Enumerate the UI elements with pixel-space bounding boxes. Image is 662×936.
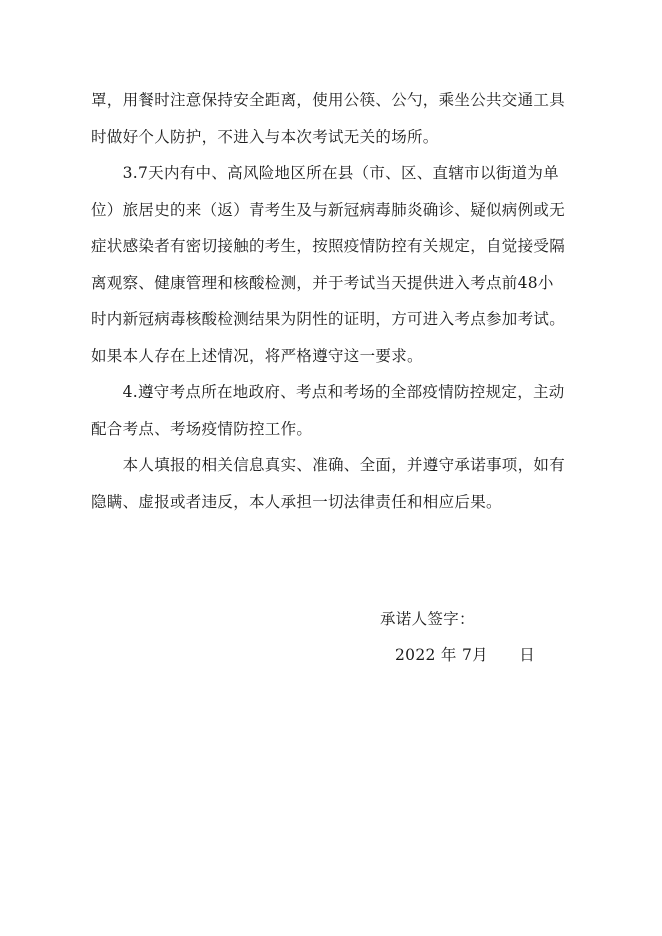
text-line: 如果本人存在上述情况，将严格遵守这一要求。 [91, 346, 423, 365]
signature-block [380, 601, 535, 673]
text-line: 3.7天内有中、高风险地区所在县（市、区、直辖市以街道为单 [91, 164, 559, 182]
document-body [91, 82, 571, 520]
date-month-unit: 月 [472, 646, 488, 664]
text-line: 时内新冠病毒核酸检测结果为阴性的证明，方可进入考点参加考试。 [91, 310, 566, 328]
text-line: 隐瞒、虚报或者违反，本人承担一切法律责任和相应后果。 [91, 492, 502, 511]
text-line: 症状感染者有密切接触的考生，按照疫情防控有关规定，自觉接受隔 [91, 237, 566, 255]
signature-date [380, 637, 535, 673]
date-month: 7 [461, 646, 473, 664]
text-line: 离观察、健康管理和核酸检测，并于考试当天提供进入考点前48小 [91, 273, 554, 292]
date-day-unit: 日 [519, 646, 536, 664]
text-line: 4.遵守考点所在地政府、考点和考场的全部疫情防控规定，主动 [91, 383, 565, 401]
date-year-unit: 年 [440, 646, 457, 664]
signature-label: 承诺人签字： [380, 610, 475, 628]
text-line: 罩，用餐时注意保持安全距离，使用公筷、公勺，乘坐公共交通工具 [91, 91, 566, 109]
text-line: 配合考点、考场疫情防控工作。 [91, 419, 313, 438]
date-year: 2022 [395, 646, 436, 664]
text-line: 本人填报的相关信息真实、准确、全面，并遵守承诺事项，如有 [91, 456, 566, 474]
text-line: 位）旅居史的来（返）青考生及与新冠病毒肺炎确诊、疑似病例或无 [91, 200, 566, 219]
text-line: 时做好个人防护，不进入与本次考试无关的场所。 [91, 127, 439, 146]
